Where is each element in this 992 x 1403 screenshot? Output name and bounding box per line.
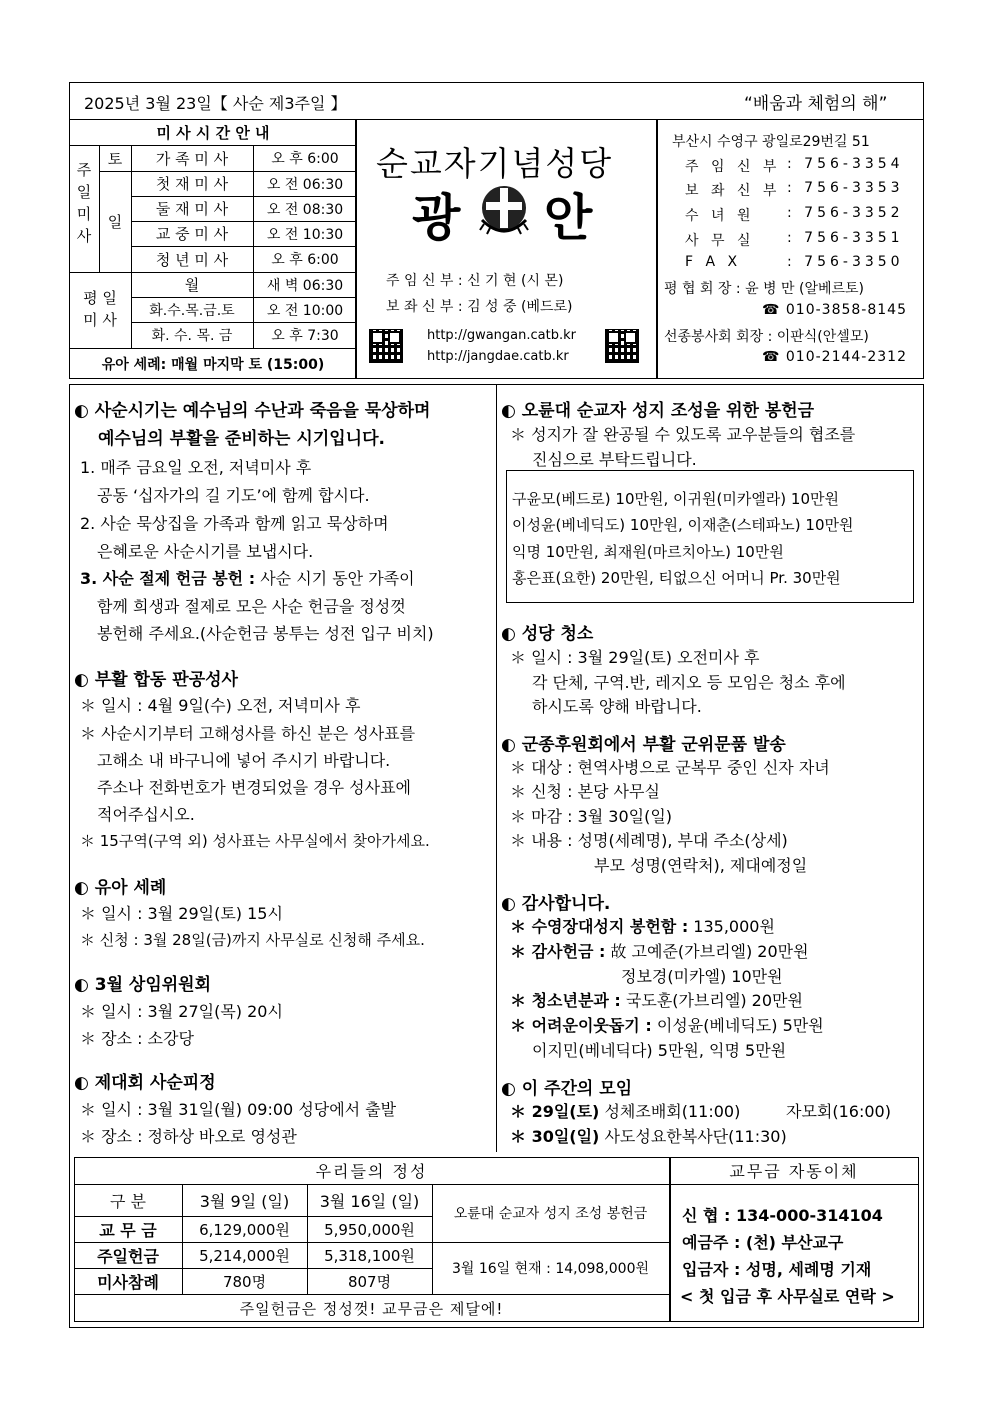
issue-date: 2025년 3월 23일【 사순 제3주일 】 [84, 94, 347, 113]
row-label: 주일헌금 [97, 1246, 159, 1266]
transfer-line: 신 협 : 134-000-314104 [682, 1206, 883, 1225]
mass-name: 월 [184, 276, 200, 294]
contact-phone: : 756-3350 [787, 254, 904, 270]
mass-time: 오 후 7:30 [271, 328, 339, 344]
notice-line: 진심으로 부탁드립니다. [532, 450, 697, 469]
notice-line: 부모 성명(연락처), 제대예정일 [594, 856, 808, 875]
notice-line: 주소나 전화번호가 변경되었을 경우 성사표에 [97, 778, 412, 797]
finance-table [74, 1157, 919, 1322]
row-label: 교 무 금 [99, 1220, 157, 1240]
mass-name: 가 족 미 사 [155, 149, 229, 168]
table-cell: 780명 [222, 1272, 267, 1291]
notice-line: ＊ 마감 : 3월 30일(일) [510, 807, 673, 826]
table-cell: 5,950,000원 [324, 1220, 415, 1239]
transfer-line: 예금주 : (천) 부산교구 [682, 1233, 844, 1252]
notice-line: 정보경(미카엘) 10만원 [621, 967, 783, 986]
qr-code-icon [369, 329, 403, 363]
mass-schedule [69, 119, 357, 379]
finance-title: 우리들의 정성 [315, 1162, 428, 1181]
council-phone: ☎ 010-3858-8145 [762, 302, 907, 318]
contact-label: 보 좌 신 부 [685, 183, 781, 199]
row-label: 미사참례 [97, 1272, 159, 1292]
notice-line: 자모회(16:00) [786, 1102, 891, 1121]
notice-line: ＊ 청소년분과 : 국도훈(가브리엘) 20만원 [510, 991, 803, 1010]
notice-line: ＊ 수영장대성지 봉헌함 : 135,000원 [510, 917, 775, 936]
infant-baptism-note: 유아 세례: 매월 마지막 토 (15:00) [101, 356, 325, 373]
bulletin-title-right: 안 [544, 189, 593, 247]
volunteer-phone: ☎ 010-2144-2312 [762, 349, 907, 365]
notice-line: 함께 희생과 절제로 모은 사순 헌금을 정성껏 [97, 597, 406, 616]
special-fund-title: 오륜대 순교자 성지 조성 봉헌금 [453, 1206, 648, 1222]
notice-line: ＊ 대상 : 현역사병으로 군복무 중인 신자 자녀 [510, 758, 830, 777]
contact-label: F A X [685, 254, 742, 270]
notice-line: ＊ 일시 : 4월 9일(수) 오전, 저녁미사 후 [80, 696, 361, 715]
mass-time: 오 전 08:30 [266, 201, 344, 218]
church-cleaning-title: ◐ 성당 청소 [501, 624, 594, 644]
mass-name: 첫 재 미 사 [155, 175, 229, 193]
mass-time: 오 후 6:00 [271, 252, 339, 268]
sunday-label: 일 [107, 213, 123, 231]
notice-line: 1. 매주 금요일 오전, 저녁미사 후 [80, 458, 312, 477]
mass-name: 교 중 미 사 [155, 225, 229, 243]
infant-baptism-title: ◐ 유아 세례 [74, 878, 167, 898]
contact-label: 수 녀 원 [685, 208, 755, 224]
lent-section-title: ◐ 사순시기는 예수님의 수난과 죽음을 묵상하며 [74, 401, 431, 421]
notice-line: ＊ 성지가 잘 완공될 수 있도록 교우분들의 협조를 [510, 425, 856, 444]
qr-code-icon [605, 329, 639, 363]
notice-line: ＊ 일시 : 3월 29일(토) 15시 [80, 904, 283, 923]
mass-time: 오 전 10:30 [266, 226, 344, 243]
table-cell: 5,318,100원 [324, 1246, 415, 1265]
confession-section-title: ◐ 부활 합동 판공성사 [74, 670, 238, 690]
notice-line: ＊ 장소 : 정하상 바오로 영성관 [80, 1127, 297, 1146]
weekday-mass-label: 평 일 미 사 [83, 289, 117, 329]
mass-time: 오 전 06:30 [266, 176, 344, 193]
notice-line: 3. 사순 절제 헌금 봉헌 : 사순 시기 동안 가족이 [80, 569, 415, 588]
notice-line: 각 단체, 구역.반, 레지오 등 모임은 청소 후에 [532, 673, 846, 692]
transfer-line: 입금자 : 성명, 세례명 기재 [682, 1260, 872, 1279]
notice-line: ＊ 15구역(구역 외) 성사표는 사무실에서 찾아가세요. [80, 832, 430, 850]
thanks-title: ◐ 감사합니다. [501, 894, 611, 914]
notice-line: ＊ 일시 : 3월 31일(월) 09:00 성당에서 출발 [80, 1100, 397, 1119]
military-support-title: ◐ 군종후원회에서 부활 군위문품 발송 [501, 735, 786, 755]
notice-line: ＊ 29일(토) 성체조배회(11:00) [510, 1102, 741, 1121]
notice-line: 봉헌해 주세요.(사순헌금 봉투는 성전 입구 비치) [97, 624, 434, 643]
church-name: 순교자기념성당 [376, 144, 614, 183]
transfer-title: 교무금 자동이체 [729, 1162, 859, 1181]
mass-time: 오 전 10:00 [266, 302, 344, 319]
notice-line: 2. 사순 묵상집을 가족과 함께 읽고 묵상하며 [80, 514, 389, 533]
transfer-line: < 첫 입금 후 사무실로 연락 > [680, 1287, 895, 1306]
notice-line: ＊ 내용 : 성명(세례명), 부대 주소(상세) [510, 831, 788, 850]
mass-time: 새 벽 06:30 [266, 277, 344, 294]
notice-line: ＊ 일시 : 3월 29일(토) 오전미사 후 [510, 648, 760, 667]
special-fund-value: 3월 16일 현재 : 14,098,000원 [451, 1261, 650, 1277]
contact-phone: : 756-3351 [787, 230, 904, 246]
committee-title: ◐ 3월 상임위원회 [74, 975, 212, 995]
column-header: 구 분 [110, 1191, 146, 1211]
cross-wreath-logo [474, 180, 534, 240]
notice-line: 고해소 내 바구니에 넣어 주시기 바랍니다. [97, 751, 391, 770]
notice-line: 적어주십시오. [97, 805, 195, 824]
contact-phone: : 756-3354 [787, 156, 904, 172]
website-link[interactable]: http://jangdae.catb.kr [427, 349, 569, 364]
church-address: 부산시 수영구 광일로29번길 51 [672, 134, 870, 150]
table-cell: 807명 [347, 1272, 392, 1291]
contact-phone: : 756-3353 [787, 180, 904, 196]
notice-line: ＊ 신청 : 본당 사무실 [510, 782, 660, 801]
donor-line: 이성윤(베네딕도) 10만원, 이재춘(스테파노) 10만원 [512, 516, 854, 534]
donor-line: 익명 10만원, 최재원(마르치아노) 10만원 [512, 543, 784, 561]
mass-name: 청 년 미 사 [155, 250, 229, 269]
notice-line: 하시도록 양해 바랍니다. [532, 697, 702, 716]
notice-line: ＊ 장소 : 소강당 [80, 1029, 194, 1048]
donor-line: 홍은표(요한) 20만원, 티없으신 어머니 Pr. 30만원 [512, 569, 841, 587]
assistant-pastor-info: 보 좌 신 부 : 김 성 중 (베드로) [386, 299, 573, 315]
weekly-meetings-title: ◐ 이 주간의 모임 [501, 1079, 633, 1099]
contact-label: 주 임 신 부 [685, 159, 781, 175]
column-header: 3월 16일 (일) [319, 1191, 420, 1211]
mass-name: 화.수.목.금.토 [149, 302, 235, 319]
lent-section-title: 예수님의 부활을 준비하는 시기입니다. [98, 429, 385, 449]
notice-line: ＊ 30일(일) 사도성요한복사단(11:30) [510, 1127, 787, 1146]
bulletin-title-left: 광 [412, 189, 461, 247]
notice-line: 은혜로운 사순시기를 보냅시다. [97, 542, 314, 561]
contact-phone: : 756-3352 [787, 205, 904, 221]
mass-name: 둘 재 미 사 [155, 200, 229, 218]
table-cell: 5,214,000원 [199, 1246, 290, 1265]
mass-name: 화. 수. 목. 금 [151, 328, 233, 344]
council-president: 평 협 회 장 : 윤 병 만 (알베르토) [664, 281, 865, 297]
mass-time: 오 후 6:00 [271, 151, 339, 167]
notice-line: ＊ 감사헌금 : 故 고예준(가브리엘) 20만원 [510, 942, 809, 961]
notice-line: ＊ 신청 : 3월 28일(금)까지 사무실로 신청해 주세요. [80, 931, 425, 949]
column-header: 3월 9일 (일) [199, 1191, 290, 1211]
sunday-mass-label: 주 일 미 사 [76, 161, 92, 245]
table-cell: 6,129,000원 [199, 1220, 290, 1239]
notice-line: ＊ 일시 : 3월 27일(목) 20시 [80, 1002, 283, 1021]
donor-line: 구윤모(베드로) 10만원, 이귀원(미카엘라) 10만원 [512, 490, 839, 508]
retreat-title: ◐ 제대회 사순피정 [74, 1073, 216, 1093]
finance-footer: 주일헌금은 정성껏! 교무금은 제달에! [239, 1299, 504, 1318]
contact-label: 사 무 실 [685, 233, 755, 249]
notice-line: ＊ 사순시기부터 고해성사를 하신 분은 성사표를 [80, 724, 416, 743]
year-motto: “배움과 체험의 해” [744, 94, 888, 114]
saturday-label: 토 [107, 149, 123, 168]
shrine-fund-title: ◐ 오륜대 순교자 성지 조성을 위한 봉헌금 [501, 401, 815, 421]
mass-title: 미 사 시 간 안 내 [156, 123, 270, 142]
notice-line: 공동 ‘십자가의 길 기도’에 함께 합시다. [97, 486, 370, 505]
website-link[interactable]: http://gwangan.catb.kr [427, 328, 576, 343]
volunteer-president: 선종봉사회 회장 : 이판식(안셀모) [664, 329, 869, 345]
pastor-info: 주 임 신 부 : 신 기 현 (시 몬) [386, 273, 564, 289]
notice-line: ＊ 어려운이웃돕기 : 이성윤(베네딕도) 5만원 [510, 1016, 824, 1035]
notice-line: 이지민(베네딕다) 5만원, 익명 5만원 [532, 1041, 787, 1060]
